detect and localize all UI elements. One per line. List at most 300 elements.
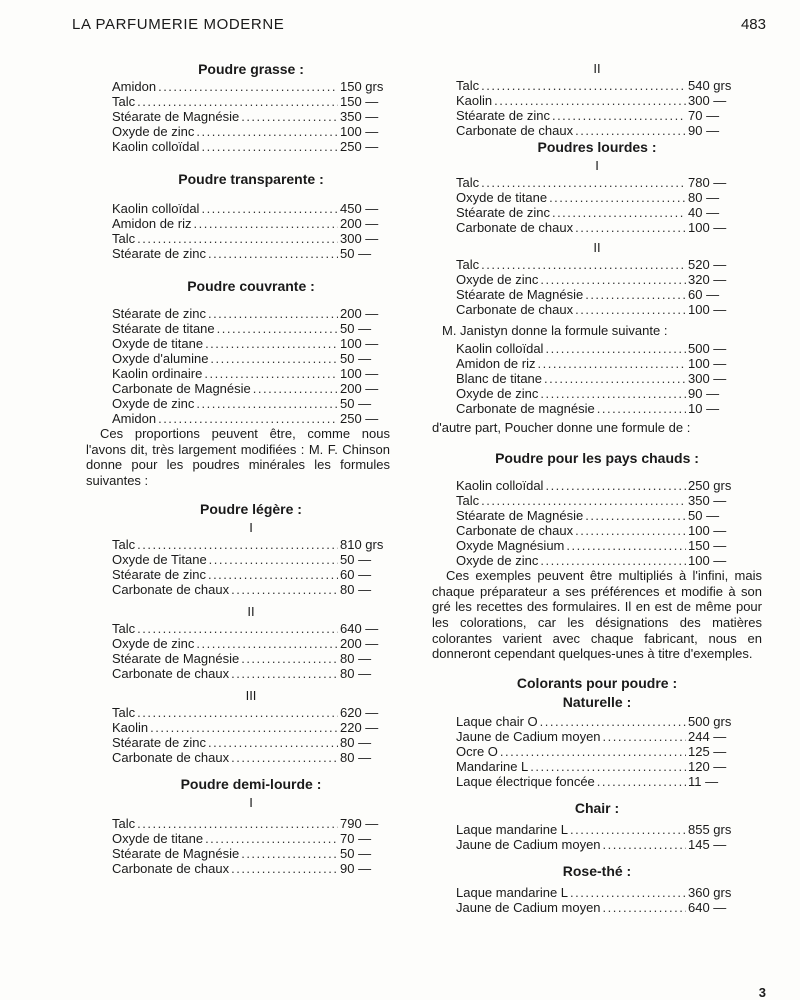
dot-leader: [585, 508, 686, 523]
ingredient-quantity: 125 —: [688, 743, 727, 759]
ingredient-name: Talc: [456, 493, 480, 509]
ingredient-quantity: 100 —: [688, 523, 727, 539]
ingredient-quantity: 11 —: [688, 773, 719, 789]
ingredient-row: [112, 750, 390, 765]
ingredient-row: [112, 537, 390, 552]
variant-numeral: I: [595, 158, 599, 173]
ingredient-name: Kaolin colloïdal: [112, 139, 200, 154]
ingredient-name: Carbonate de chaux: [456, 220, 574, 235]
ingredient-quantity: 100 —: [688, 553, 727, 569]
ingredient-quantity: 80 —: [340, 666, 372, 682]
ingredient-quantity: 100 —: [688, 302, 727, 317]
ingredient-quantity: 80 —: [340, 651, 372, 667]
ingredient-row: [112, 124, 390, 139]
ingredient-quantity: 250 —: [340, 411, 379, 426]
ingredient-name: Oxyde de zinc: [456, 385, 539, 401]
ingredient-row: [456, 478, 738, 493]
ingredient-name: Kaolin ordinaire: [112, 366, 203, 381]
ingredient-quantity: 50 —: [340, 396, 372, 411]
ingredient-row: [112, 94, 390, 109]
ingredient-name: Oxyde Magnésium: [456, 538, 565, 554]
dot-leader: [137, 537, 338, 552]
ingredient-quantity: 810 grs: [340, 537, 384, 553]
dot-leader: [597, 774, 686, 789]
ingredient-quantity: 250 grs: [688, 478, 732, 494]
ingredient-name: Kaolin colloïdal: [112, 201, 200, 216]
ingredient-name: Stéarate de zinc: [112, 306, 206, 321]
ingredient-name: Stéarate de Magnésie: [112, 651, 240, 667]
ingredient-row: [456, 190, 738, 205]
dot-leader: [231, 582, 338, 597]
ingredient-quantity: 50 —: [688, 508, 720, 524]
ingredient-name: Amidon de riz: [456, 355, 536, 371]
recipe-list: [112, 201, 390, 261]
dot-leader: [137, 94, 338, 109]
ingredient-quantity: 200 —: [340, 381, 379, 396]
ingredient-quantity: 90 —: [340, 861, 372, 877]
recipe-list: [112, 79, 390, 154]
ingredient-name: Amidon: [112, 79, 157, 94]
ingredient-name: Talc: [456, 257, 480, 272]
ingredient-quantity: 60 —: [688, 287, 720, 302]
dot-leader: [500, 744, 686, 759]
dot-leader: [481, 78, 686, 93]
ingredient-name: Oxyde de titane: [112, 336, 204, 351]
ingredient-quantity: 300 —: [340, 231, 379, 246]
ingredient-quantity: 500 —: [688, 340, 727, 356]
ingredient-row: [456, 287, 738, 302]
dot-leader: [208, 567, 338, 582]
section-title: Poudre grasse :: [198, 61, 304, 77]
ingredient-row: [112, 201, 390, 216]
ingredient-quantity: 200 —: [340, 306, 379, 321]
recipe-list: [112, 816, 390, 876]
ingredient-quantity: 80 —: [340, 735, 372, 751]
ingredient-quantity: 150 grs: [340, 79, 384, 94]
dot-leader: [481, 493, 686, 508]
dot-leader: [540, 386, 686, 401]
ingredient-row: [112, 846, 390, 861]
dot-leader: [481, 257, 686, 272]
ingredient-row: [112, 351, 390, 366]
ingredient-name: Talc: [112, 537, 136, 553]
dot-leader: [494, 93, 686, 108]
dot-leader: [597, 401, 686, 416]
section-title: Poudre couvrante :: [187, 278, 315, 294]
section-title: Poudre demi-lourde :: [180, 776, 322, 793]
ingredient-name: Talc: [456, 78, 480, 93]
dot-leader: [209, 552, 338, 567]
ingredient-row: [112, 321, 390, 336]
dot-leader: [231, 861, 338, 876]
ingredient-quantity: 320 —: [688, 272, 727, 287]
ingredient-row: [112, 231, 390, 246]
recipe-list: [456, 78, 738, 138]
ingredient-quantity: 70 —: [688, 108, 720, 123]
ingredient-row: [456, 774, 738, 789]
recipe-list: [456, 257, 738, 317]
dot-leader: [205, 336, 338, 351]
ingredient-quantity: 640 —: [340, 621, 379, 637]
ingredient-name: Talc: [456, 175, 480, 190]
dot-leader: [481, 175, 686, 190]
variant-numeral: I: [249, 795, 253, 811]
ingredient-row: [456, 108, 738, 123]
ingredient-quantity: 150 —: [340, 94, 379, 109]
ingredient-quantity: 360 grs: [688, 884, 732, 900]
ingredient-row: [112, 381, 390, 396]
dot-leader: [210, 351, 338, 366]
dot-leader: [201, 201, 338, 216]
dot-leader: [158, 79, 338, 94]
dot-leader: [196, 396, 338, 411]
ingredient-name: Ocre O: [456, 743, 498, 759]
ingredient-quantity: 40 —: [688, 205, 720, 220]
recipe-list: [456, 175, 738, 235]
ingredient-quantity: 855 grs: [688, 821, 732, 837]
ingredient-quantity: 250 —: [340, 139, 379, 154]
dot-leader: [540, 553, 686, 568]
dot-leader: [603, 837, 686, 852]
ingredient-row: [456, 837, 738, 852]
dot-leader: [158, 411, 338, 426]
ingredient-name: Oxyde de zinc: [112, 396, 195, 411]
dot-leader: [570, 885, 686, 900]
dot-leader: [208, 246, 338, 261]
right-column: [432, 60, 762, 915]
ingredient-name: Kaolin: [456, 93, 493, 108]
recipe-list: [456, 478, 738, 568]
dot-leader: [241, 651, 338, 666]
dot-leader: [545, 478, 686, 493]
ingredient-row: [112, 567, 390, 582]
ingredient-quantity: 244 —: [688, 728, 727, 744]
dot-leader: [137, 816, 338, 831]
ingredient-quantity: 100 —: [340, 336, 379, 351]
ingredient-quantity: 60 —: [340, 567, 372, 583]
ingredient-name: Laque électrique foncée: [456, 773, 595, 789]
ingredient-quantity: 70 —: [340, 831, 372, 847]
ingredient-name: Jaune de Cadium moyen: [456, 899, 601, 915]
ingredient-name: Oxyde de zinc: [112, 636, 195, 652]
ingredient-name: Oxyde de titane: [456, 190, 548, 205]
ingredient-name: Talc: [112, 705, 136, 721]
recipe-list: [456, 714, 738, 789]
ingredient-name: Stéarate de Magnésie: [456, 287, 584, 302]
ingredient-name: Stéarate de zinc: [456, 205, 550, 220]
ingredient-row: [456, 356, 738, 371]
ingredient-row: [456, 493, 738, 508]
ingredient-row: [112, 216, 390, 231]
dot-leader: [575, 220, 686, 235]
ingredient-row: [112, 621, 390, 636]
ingredient-quantity: 50 —: [340, 552, 372, 568]
ingredient-quantity: 80 —: [688, 190, 720, 205]
dot-leader: [575, 123, 686, 138]
ingredient-name: Talc: [112, 231, 136, 246]
running-header: LA PARFUMERIE MODERNE: [72, 16, 285, 33]
section-title: Poudre transparente :: [178, 171, 324, 187]
ingredient-name: Mandarine L: [456, 758, 529, 774]
ingredient-row: [456, 123, 738, 138]
ingredient-name: Stéarate de Magnésie: [456, 508, 584, 524]
ingredient-row: [112, 651, 390, 666]
ingredient-row: [456, 900, 738, 915]
dot-leader: [540, 714, 686, 729]
ingredient-row: [112, 816, 390, 831]
ingredient-quantity: 620 —: [340, 705, 379, 721]
section-subtitle: Naturelle :: [562, 693, 632, 710]
dot-leader: [137, 621, 338, 636]
dot-leader: [241, 109, 338, 124]
dot-leader: [540, 272, 686, 287]
body-paragraph: d'autre part, Poucher donne une formule de :: [432, 419, 691, 435]
ingredient-row: [456, 538, 738, 553]
dot-leader: [137, 705, 338, 720]
ingredient-name: Laque mandarine L: [456, 884, 569, 900]
printer-mark: 3: [758, 985, 766, 1000]
section-title: Poudre pour les pays chauds :: [495, 450, 699, 467]
ingredient-name: Kaolin colloïdal: [456, 478, 544, 494]
ingredient-row: [456, 822, 738, 837]
variant-numeral: II: [593, 240, 601, 255]
ingredient-quantity: 90 —: [688, 123, 720, 138]
ingredient-name: Carbonate de chaux: [456, 302, 574, 317]
dot-leader: [603, 900, 686, 915]
body-paragraph: M. Janistyn donne la formule suivante :: [442, 323, 668, 338]
left-column: [86, 60, 390, 877]
ingredient-row: [456, 553, 738, 568]
ingredient-quantity: 100 —: [340, 124, 379, 139]
recipe-list: [112, 621, 390, 681]
ingredient-row: [456, 205, 738, 220]
ingredient-row: [456, 78, 738, 93]
section-subtitle: Chair :: [574, 799, 620, 816]
variant-numeral: III: [245, 688, 257, 704]
ingredient-row: [456, 523, 738, 538]
ingredient-name: Talc: [112, 94, 136, 109]
ingredient-quantity: 500 grs: [688, 713, 732, 729]
ingredient-row: [112, 396, 390, 411]
ingredient-quantity: 50 —: [340, 321, 372, 336]
page-number: 483: [740, 16, 766, 33]
ingredient-row: [112, 411, 390, 426]
dot-leader: [552, 205, 686, 220]
ingredient-row: [456, 386, 738, 401]
dot-leader: [566, 538, 686, 553]
ingredient-name: Carbonate de magnésie: [456, 400, 595, 416]
dot-leader: [231, 666, 338, 681]
ingredient-row: [456, 93, 738, 108]
ingredient-name: Blanc de titane: [456, 370, 543, 386]
dot-leader: [603, 729, 686, 744]
ingredient-quantity: 350 —: [340, 109, 379, 124]
ingredient-quantity: 450 —: [340, 201, 379, 216]
ingredient-quantity: 220 —: [340, 720, 379, 736]
ingredient-row: [456, 302, 738, 317]
ingredient-quantity: 120 —: [688, 758, 727, 774]
ingredient-quantity: 780 —: [688, 175, 727, 190]
section-title: Poudre légère :: [200, 501, 302, 518]
ingredient-name: Kaolin colloïdal: [456, 340, 544, 356]
section-title: Poudres lourdes :: [537, 139, 657, 155]
dot-leader: [231, 750, 338, 765]
dot-leader: [537, 356, 686, 371]
dot-leader: [204, 366, 338, 381]
ingredient-row: [456, 744, 738, 759]
ingredient-row: [456, 508, 738, 523]
ingredient-row: [456, 729, 738, 744]
dot-leader: [575, 523, 686, 538]
dot-leader: [530, 759, 686, 774]
ingredient-quantity: 80 —: [340, 582, 372, 598]
body-paragraph: Ces exemples peuvent être multipliés à l'infini, mais chaque préparateur a ses préférences et modifie à son gré les recettes des formulaires. Il en est de même pour les colorations, car les désignations des matières colorantes varient avec chaque fabricant, nous en donneront cependant quelques-unes à titre d'exemples.: [432, 568, 762, 662]
dot-leader: [201, 139, 338, 154]
ingredient-name: Amidon: [112, 411, 157, 426]
ingredient-row: [112, 861, 390, 876]
recipe-list: [112, 705, 390, 765]
dot-leader: [208, 306, 338, 321]
ingredient-row: [112, 666, 390, 681]
ingredient-quantity: 100 —: [688, 220, 727, 235]
ingredient-row: [456, 175, 738, 190]
ingredient-quantity: 200 —: [340, 216, 379, 231]
dot-leader: [549, 190, 686, 205]
variant-numeral: II: [593, 61, 601, 76]
ingredient-quantity: 50 —: [340, 351, 372, 366]
ingredient-quantity: 10 —: [688, 400, 720, 416]
dot-leader: [193, 216, 338, 231]
body-paragraph: Ces proportions peuvent être, comme nous l'avons dit, très largement modifiées : M. F. Chinson donne pour les poudres minérales les formules suivantes :: [86, 426, 390, 488]
ingredient-row: [112, 246, 390, 261]
dot-leader: [196, 124, 338, 139]
ingredient-row: [112, 552, 390, 567]
ingredient-quantity: 80 —: [340, 750, 372, 766]
dot-leader: [253, 381, 338, 396]
dot-leader: [208, 735, 338, 750]
ingredient-name: Stéarate de zinc: [112, 246, 206, 261]
section-subtitle: Rose-thé :: [562, 862, 632, 879]
dot-leader: [545, 341, 686, 356]
ingredient-name: Oxyde de titane: [112, 831, 204, 847]
recipe-list: [112, 537, 390, 597]
ingredient-name: Kaolin: [112, 720, 149, 736]
ingredient-name: Carbonate de chaux: [112, 750, 230, 766]
ingredient-name: Laque chair O: [456, 713, 538, 729]
ingredient-name: Oxyde de zinc: [456, 272, 539, 287]
ingredient-name: Carbonate de chaux: [112, 861, 230, 877]
ingredient-quantity: 350 —: [688, 493, 727, 509]
ingredient-name: Stéarate de zinc: [112, 567, 206, 583]
ingredient-quantity: 520 —: [688, 257, 727, 272]
ingredient-name: Oxyde de zinc: [112, 124, 195, 139]
ingredient-name: Carbonate de chaux: [112, 582, 230, 598]
ingredient-name: Talc: [112, 621, 136, 637]
ingredient-name: Carbonate de Magnésie: [112, 381, 251, 396]
ingredient-name: Stéarate de Magnésie: [112, 846, 240, 862]
ingredient-name: Carbonate de chaux: [456, 523, 574, 539]
recipe-list: [456, 822, 738, 852]
dot-leader: [241, 846, 338, 861]
dot-leader: [552, 108, 686, 123]
ingredient-name: Stéarate de Magnésie: [112, 109, 240, 124]
ingredient-name: Jaune de Cadium moyen: [456, 728, 601, 744]
ingredient-name: Stéarate de zinc: [112, 735, 206, 751]
dot-leader: [544, 371, 686, 386]
ingredient-row: [456, 272, 738, 287]
ingredient-quantity: 540 grs: [688, 78, 732, 93]
ingredient-row: [112, 705, 390, 720]
ingredient-quantity: 300 —: [688, 370, 727, 386]
ingredient-row: [112, 831, 390, 846]
dot-leader: [196, 636, 338, 651]
ingredient-row: [456, 220, 738, 235]
dot-leader: [150, 720, 338, 735]
ingredient-row: [456, 341, 738, 356]
dot-leader: [137, 231, 338, 246]
dot-leader: [205, 831, 338, 846]
ingredient-name: Jaune de Cadium moyen: [456, 836, 601, 852]
ingredient-row: [112, 79, 390, 94]
ingredient-row: [456, 714, 738, 729]
ingredient-quantity: 300 —: [688, 93, 727, 108]
ingredient-quantity: 145 —: [688, 836, 727, 852]
variant-numeral: I: [249, 520, 253, 536]
ingredient-name: Carbonate de chaux: [456, 123, 574, 138]
ingredient-quantity: 150 —: [688, 538, 727, 554]
ingredient-quantity: 640 —: [688, 899, 727, 915]
dot-leader: [585, 287, 686, 302]
ingredient-name: Stéarate de zinc: [456, 108, 550, 123]
ingredient-row: [456, 371, 738, 386]
ingredient-row: [456, 257, 738, 272]
ingredient-row: [456, 885, 738, 900]
ingredient-quantity: 50 —: [340, 846, 372, 862]
ingredient-name: Carbonate de chaux: [112, 666, 230, 682]
ingredient-row: [456, 401, 738, 416]
ingredient-quantity: 100 —: [688, 355, 727, 371]
ingredient-name: Oxyde de zinc: [456, 553, 539, 569]
ingredient-quantity: 90 —: [688, 385, 720, 401]
ingredient-name: Oxyde de Titane: [112, 552, 207, 568]
recipe-list: [456, 885, 738, 915]
dot-leader: [570, 822, 686, 837]
ingredient-row: [112, 636, 390, 651]
recipe-list: [112, 306, 390, 426]
dot-leader: [217, 321, 338, 336]
ingredient-row: [112, 336, 390, 351]
ingredient-name: Laque mandarine L: [456, 821, 569, 837]
section-title: Colorants pour poudre :: [516, 674, 678, 691]
ingredient-row: [112, 139, 390, 154]
ingredient-row: [112, 306, 390, 321]
ingredient-name: Amidon de riz: [112, 216, 192, 231]
ingredient-quantity: 100 —: [340, 366, 379, 381]
variant-numeral: II: [247, 604, 255, 620]
ingredient-quantity: 50 —: [340, 246, 372, 261]
ingredient-row: [112, 366, 390, 381]
ingredient-name: Stéarate de titane: [112, 321, 215, 336]
ingredient-name: Talc: [112, 816, 136, 832]
ingredient-quantity: 790 —: [340, 816, 379, 832]
ingredient-name: Oxyde d'alumine: [112, 351, 209, 366]
ingredient-row: [112, 582, 390, 597]
ingredient-row: [112, 735, 390, 750]
recipe-list: [456, 341, 738, 416]
dot-leader: [575, 302, 686, 317]
ingredient-row: [112, 720, 390, 735]
ingredient-row: [456, 759, 738, 774]
